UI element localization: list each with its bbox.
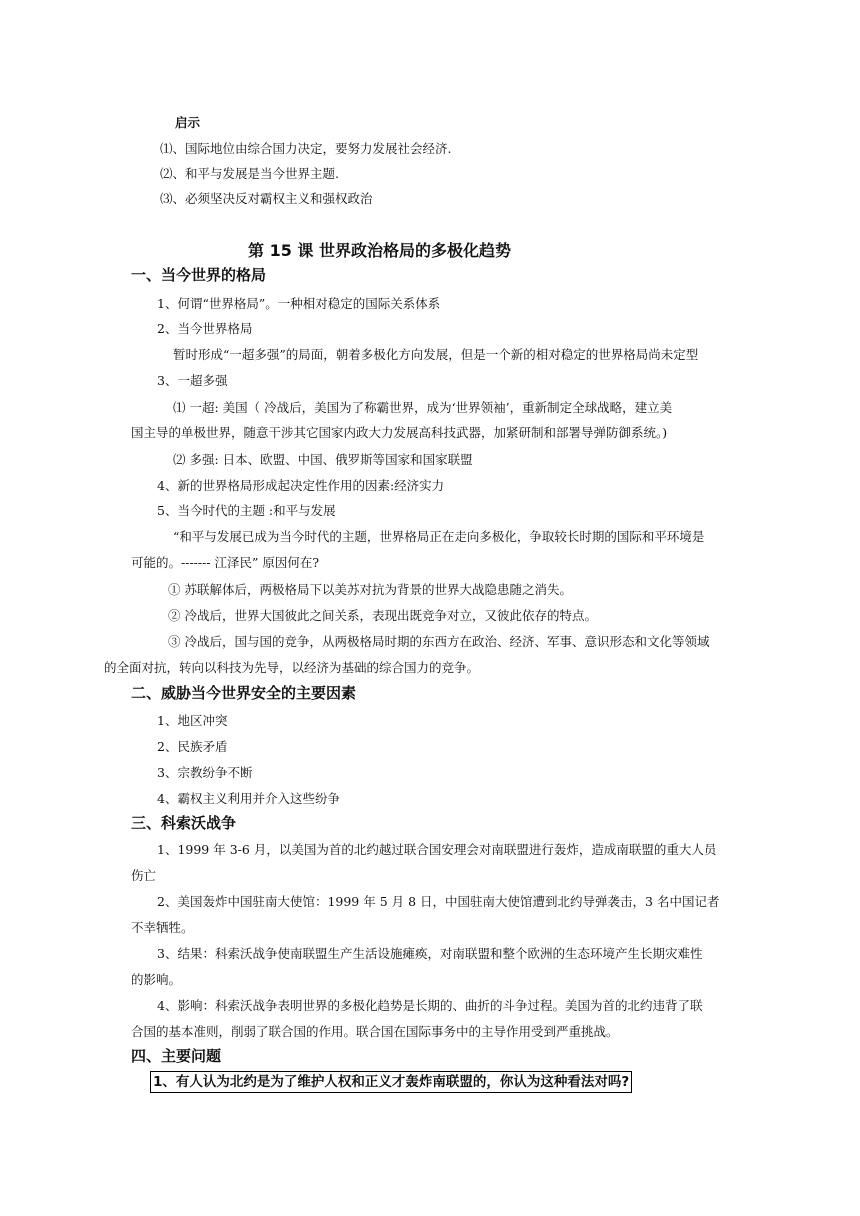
section2-line: 1、地区冲突 <box>157 713 228 728</box>
qishi-item-3: ⑶、必须坚决反对霸权主义和强权政治 <box>160 191 373 206</box>
section4-heading: 四、主要问题 <box>131 1047 222 1065</box>
section1-line: 国主导的单极世界，随意干涉其它国家内政大力发展高科技武器，加紧研制和部署导弹防御系统。) <box>131 425 668 440</box>
section1-line: “和平与发展已成为当今时代的主题，世界格局正在走向多极化，争取较长时期的国际和平环境是 <box>173 529 705 544</box>
section3-line: 不幸牺牲。 <box>131 920 194 935</box>
section3-line: 2、美国轰炸中国驻南大使馆：1999 年 5 月 8 日，中国驻南大使馆遭到北约导弹袭击，3 名中国记者 <box>157 894 720 909</box>
section1-line: 的全面对抗，转向以科技为先导，以经济为基础的综合国力的竞争。 <box>104 660 480 675</box>
qishi-heading: 启示 <box>175 115 201 130</box>
section2-line: 2、民族矛盾 <box>157 739 228 754</box>
section1-line: ② 冷战后，世界大国彼此之间关系，表现出既竞争对立，又彼此依存的特点。 <box>168 608 597 623</box>
section1-line: ⑵ 多强: 日本、欧盟、中国、俄罗斯等国家和国家联盟 <box>173 452 473 467</box>
section3-line: 伤亡 <box>131 868 157 883</box>
section1-line: 2、当今世界格局 <box>157 321 253 336</box>
section1-heading: 一、当今世界的格局 <box>131 266 267 284</box>
section3-line: 合国的基本准则，削弱了联合国的作用。联合国在国际事务中的主导作用受到严重挑战。 <box>131 1024 619 1039</box>
lesson-title: 第 15 课 世界政治格局的多极化趋势 <box>248 241 511 260</box>
section1-line: ③ 冷战后，国与国的竞争，从两极格局时期的东西方在政治、经济、军事、意识形态和文化等领域 <box>168 634 710 649</box>
section3-line: 1、1999 年 3-6 月，以美国为首的北约越过联合国安理会对南联盟进行轰炸，造成南联盟的重大人员 <box>157 842 717 857</box>
section1-line: ① 苏联解体后，两极格局下以美苏对抗为背景的世界大战隐患随之消失。 <box>168 582 572 597</box>
section1-line: 3、一超多强 <box>157 373 228 388</box>
section1-line: 5、当今时代的主题 :和平与发展 <box>157 503 336 518</box>
main-question-box: 1、有人认为北约是为了维护人权和正义才轰炸南联盟的，你认为这种看法对吗? <box>150 1071 632 1093</box>
section3-line: 4、影响：科索沃战争表明世界的多极化趋势是长期的、曲折的斗争过程。美国为首的北约违背了联 <box>157 998 703 1013</box>
section3-line: 的影响。 <box>131 972 182 987</box>
section2-heading: 二、威胁当今世界安全的主要因素 <box>131 684 357 702</box>
section1-line: 暂时形成“一超多强”的局面，朝着多极化方向发展，但是一个新的相对稳定的世界格局尚未定型 <box>173 347 699 362</box>
section1-line: ⑴ 一超: 美国（ 冷战后，美国为了称霸世界，成为‘世界领袖’，重新制定全球战略，建立美 <box>173 400 673 415</box>
section1-line: 1、何谓“世界格局”。一种相对稳定的国际关系体系 <box>157 296 441 311</box>
section3-line: 3、结果：科索沃战争使南联盟生产生活设施瘫痪，对南联盟和整个欧洲的生态环境产生长期灾难性 <box>157 946 703 961</box>
section1-line: 4、新的世界格局形成起决定性作用的因素:经济实力 <box>157 478 445 493</box>
section2-line: 3、宗教纷争不断 <box>157 765 253 780</box>
section2-line: 4、霸权主义利用并介入这些纷争 <box>157 791 340 806</box>
section1-line: 可能的。------- 江泽民” 原因何在? <box>131 555 320 570</box>
qishi-item-1: ⑴、国际地位由综合国力决定，要努力发展社会经济. <box>160 141 452 156</box>
section3-heading: 三、科索沃战争 <box>131 814 237 832</box>
qishi-item-2: ⑵、和平与发展是当今世界主题. <box>160 166 339 181</box>
